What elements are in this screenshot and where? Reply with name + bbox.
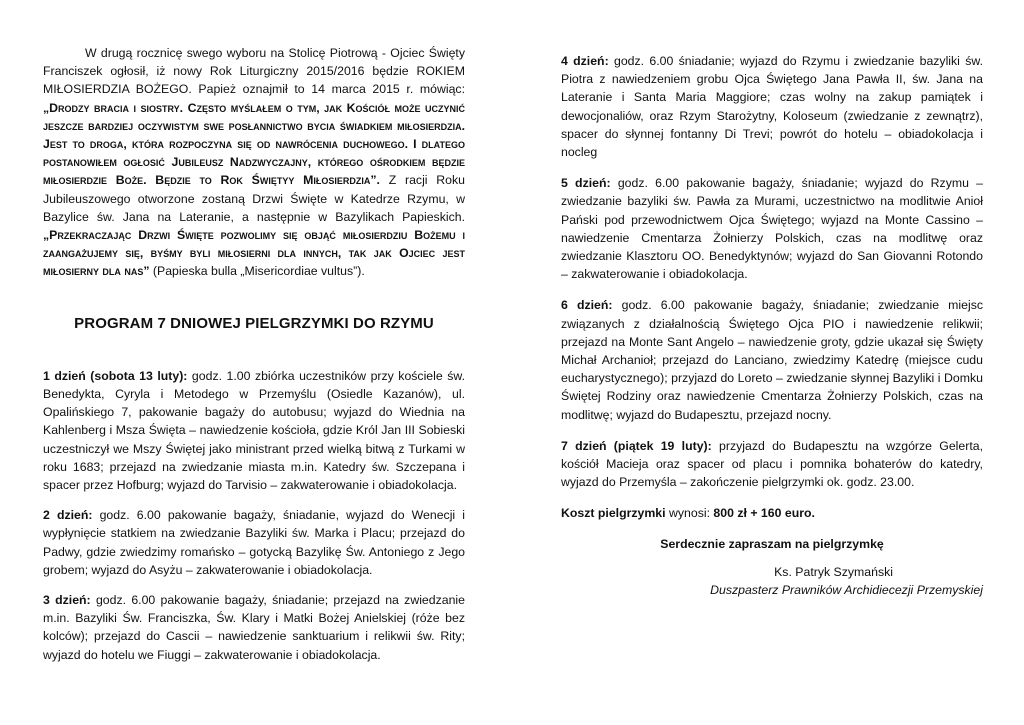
day-label: 1 dzień (sobota 13 luty): <box>43 368 188 383</box>
signature-role: Duszpasterz Prawników Archidiecezji Przemyskiej <box>710 583 983 598</box>
bull-quote: „Przekraczając Drzwi Święte pozwolimy się objąć miłosierdziu Bożemu i zaangażujemy się, byśmy byli miłosierni dla innych, tak jak Ojciec jest miłosierny dla nas” <box>43 228 465 279</box>
cost-amount: 800 zł + 160 euro. <box>713 506 815 521</box>
cost-label: Koszt pielgrzymki <box>561 506 666 521</box>
cost-middle: wynosi: <box>668 506 710 521</box>
day-label: 6 dzień: <box>561 298 613 313</box>
day-4 <box>561 52 983 161</box>
quote-source: (Papieska bulla „Misericordiae vultus”). <box>152 264 365 279</box>
day-label: 4 dzień: <box>561 54 609 68</box>
day-7 <box>561 437 983 492</box>
invitation: Serdecznie zapraszam na pielgrzymkę <box>660 536 884 551</box>
day-label: 7 dzień (piątek 19 luty): <box>561 438 712 453</box>
intro-middle: Z racji Roku Jubileuszowego otworzone zostaną Drzwi Święte w Katedrze Rzymu, w Bazylice św. Jana na Lateranie, a następnie w Bazylikach Papieskich. <box>43 173 465 224</box>
day-label: 3 dzień: <box>43 593 91 608</box>
day-2 <box>43 506 465 579</box>
right-column <box>561 52 983 599</box>
day-text: godz. 6.00 śniadanie; wyjazd do Rzymu i zwiedzanie bazyliki św. Piotra z nawiedzeniem grobu Ojca Świętego Jana Pawła II, św. Jana na Lateranie i Santa Maria Maggiore; czas wolny na zakup pamiątek i dewocjonaliów, oraz Rzym Starożytny, Koloseum (zwiedzanie z zewnątrz), spacer do słynnej fontanny Di Trevi; powrót do hotelu – obiadokolacja i nocleg <box>561 54 983 160</box>
day-6 <box>561 296 983 423</box>
pope-quote: „Drodzy bracia i siostry. Często myślałem o tym, jak Kościół może uczynić jeszcze bardziej oczywistym swe posłannictwo bycia świadkiem miłosierdzia. Jest to droga, która rozpoczyna się od nawrócenia duchowego. I dlatego postanowiłem ogłosić Jubileusz Nadzwyczajny, którego ośrodkiem będzie miłosierdzie Boże. Będzie to Rok Świętyy Miłosierdzia”. <box>43 100 465 188</box>
intro-paragraph <box>43 44 465 281</box>
day-text: godz. 6.00 pakowanie bagaży, śniadanie; wyjazd do Rzymu – zwiedzanie bazyliki św. Pawła za Murami, uczestnictwo na modlitwie Anioł Pański pod przewodnictwem Ojca Świętego; wyjazd na Monte Cassino – nawiedzenie Cmentarza Żołnierzy Polskich, czas na modlitwę oraz zwiedzanie Klasztoru OO. Benedyktynów; wyjazd do San Giovanni Rotondo – zakwaterowanie i obiadokolacja. <box>561 176 984 282</box>
day-3 <box>43 591 465 664</box>
day-text: godz. 1.00 zbiórka uczestników przy kościele św. Benedykta, Cyryla i Metodego w Przemyślu (Osiedle Kazanów), ul. Opalińskiego 7, pakowanie bagaży do autobusu; wyjazd do Wiednia na Kahlenberg i Msza Święta – nawiedzenie kościoła, gdzie Król Jan III Sobieski uczestniczył we Mszy Świętej jako ministrant przed wielką bitwą z Turkami w roku 1683; przejazd na zwiedzanie miasta m.in. Katedry św. Szczepana i spacer przez Hofburg; wyjazd do Tarvisio – zakwaterowanie i obiadokolacja. <box>43 368 465 493</box>
left-column <box>43 44 465 676</box>
day-1 <box>43 367 465 494</box>
day-label: 2 dzień: <box>43 508 93 523</box>
day-text: przyjazd do Budapesztu na wzgórze Gelerta, kościół Macieja oraz spacer od placu i pomnika bohaterów do katedry, wyjazd do Przemyśla – zakończenie pielgrzymki ok. godz. 23.00. <box>561 438 984 490</box>
day-5 <box>561 174 983 283</box>
day-text: godz. 6.00 pakowanie bagaży, śniadanie, wyjazd do Wenecji i wypłynięcie statkiem na zwiedzanie Bazyliki św. Marka i Placu; przejazd do Padwy, gdzie zwiedzimy romańsko – gotycką Bazylikę Św. Antoniego z Jego grobem; wyjazd do Asyżu – zakwaterowanie i obiadokolacja. <box>43 508 466 577</box>
intro-lead: W drugą rocznicę swego wyboru na Stolicę Piotrową - Ojciec Święty Franciszek ogłosił, iż nowy Rok Liturgiczny 2015/2016 będzie ROKIEM MIŁOSIERDZIA BOŻEGO. Papież oznajmił to 14 marca 2015 r. mówiąc: <box>43 46 465 97</box>
signature-name: Ks. Patryk Szymański <box>774 564 893 579</box>
day-text: godz. 6.00 pakowanie bagaży, śniadanie; zwiedzanie miejsc związanych z działalnością Świętego Ojca PIO i nawiedzenie relikwii; przejazd na Monte Sant Angelo – nawiedzenie groty, gdzie ukazał się Święty Michał Archanioł; przejazd do Lanciano, zwiedzimy Katedrę (miejsce cudu eucharystycznego); przyjazd do Loreto – zwiedzanie słynnej Bazyliki i Domku Świętej Rodziny oraz nawiedzenie Cmentarza Żołnierzy Polskich, czas na modlitwę; wyjazd do Budapesztu, przejazd nocny. <box>561 298 983 422</box>
program-title: PROGRAM 7 DNIOWEJ PIELGRZYMKI DO RZYMU <box>74 314 434 332</box>
day-text: godz. 6.00 pakowanie bagaży, śniadanie; przejazd na zwiedzanie m.in. Bazyliki Św. Franciszka, Św. Klary i Matki Bożej Anielskiej (róże bez kolców); przejazd do Cascii – nawiedzenie sanktuarium i relikwii św. Rity; wyjazd do hotelu we Fiuggi – zakwaterowanie i obiadokolacja. <box>43 593 466 662</box>
cost-line <box>561 504 983 522</box>
day-label: 5 dzień: <box>561 176 611 191</box>
